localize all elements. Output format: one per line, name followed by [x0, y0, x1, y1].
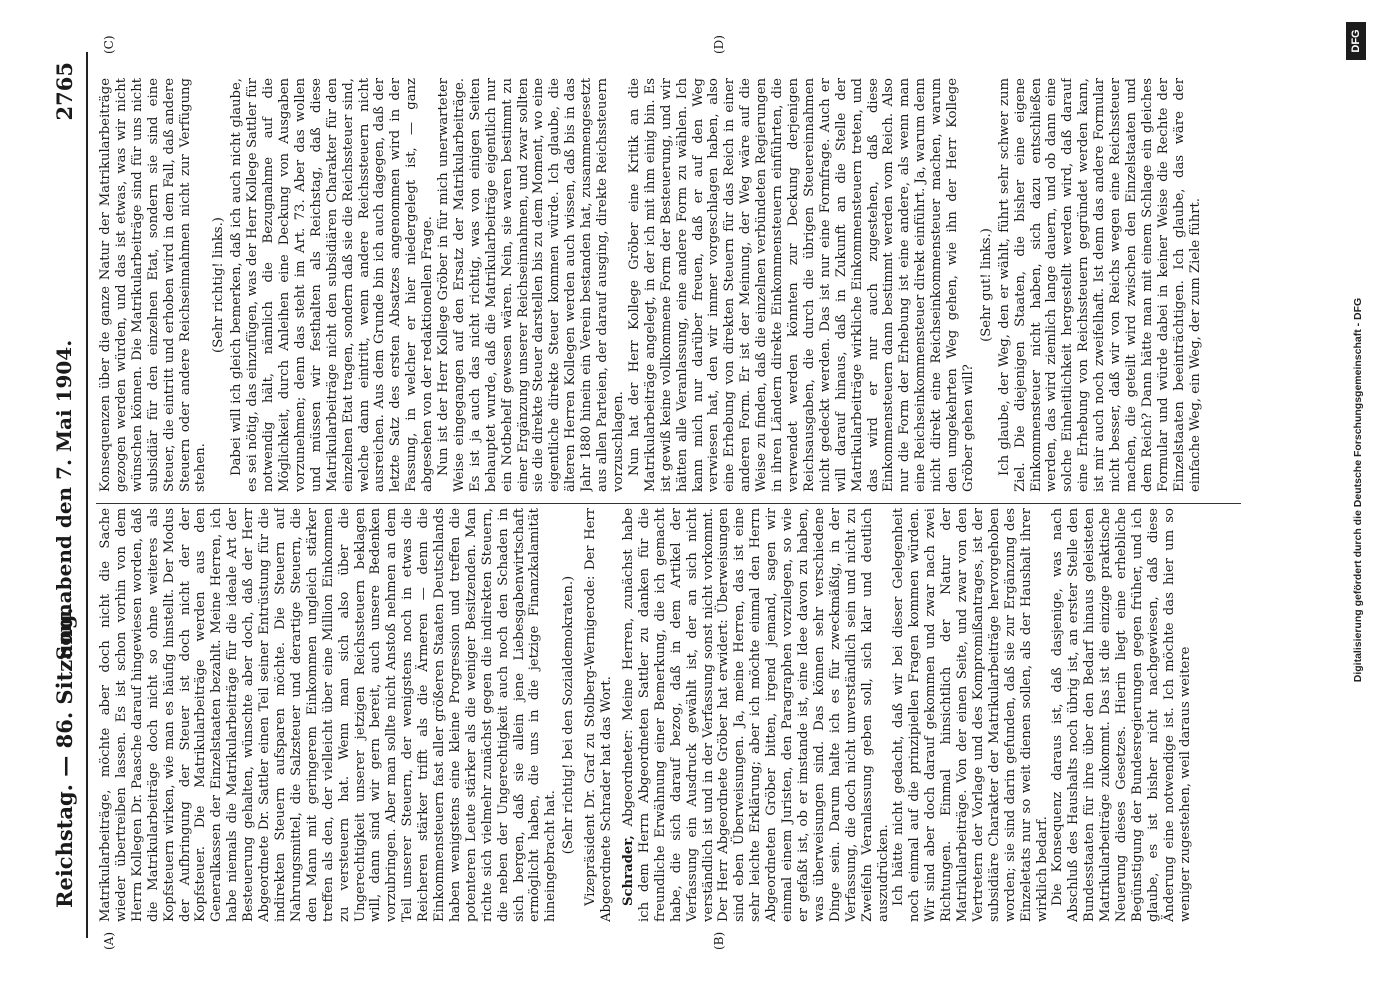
paragraph: Konsequenzen über die ganze Natur der Matrikularbeiträge gezogen werden würden, und das ist etwas, was wir nicht wünschen können. Die Matrikularbeiträge sind für uns nicht subsidiär für den einzelnen Etat, sondern sie sind eine Steuer, die eintritt und erhoben wird in dem Fall, daß andere Steuern oder andere Reichseinnahmen nicht zur Verfügung stehen.	[98, 78, 209, 492]
paragraph: Nun hat der Herr Kollege Gröber eine Kritik an die Matrikularbeiträge angelegt, in der ich mit ihm einig bin. Es ist gewiß keine vollkommene Form der Besteuerung, und wir hätten alle Veranlassung, eine andere Form zu wählen. Ich kann mich nur darüber freuen, daß er auf den Weg verwiesen hat, den wir immer vorgeschlagen haben, also eine Erhebung von direkten Steuern für das Reich in einer anderen Form. Er ist der Meinung, der Weg wäre auf die Weise zu finden, daß die einzelnen verbündeten Regierungen in ihren Ländern direkte Einkommensteuern einführten, die verwendet werden könnten zur Deckung derjenigen Reichsausgaben, die durch die übrigen Steuereinnahmen nicht gedeckt werden. Das ist nur eine Formfrage. Auch er will darauf hinaus, daß in Zukunft an die Stelle der Matrikularbeiträge wirkliche Einkommensteuern treten, und das wird er nur auch zugestehen, daß diese Einkommensteuern dann bestimmt werden vom Reich. Also nur die Form der Erhebung ist eine andere, als wenn man eine Reichseinkommensteuer direkt einführt. Ja, warum denn nicht direkt eine Reichseinkommensteuer machen, warum den umgekehrten Weg gehen, wie ihn der Herr Kollege Gröber gehen will?	[626, 78, 976, 492]
margin-mark-d: (D)	[712, 35, 726, 54]
margin-mark-c: (C)	[102, 35, 116, 54]
speech-text: Abgeordneter: Meine Herren, zunächst habe ich dem Herrn Abgeordneten Sattler zu danken für die freundliche Erwähnung einer Bemerkung, die ich gemacht habe, die sich darauf bezog, daß in dem Artikel der Verfassung ein Ausdruck gewählt ist, der an sich nicht verständlich ist und in der Verfassung sonst nicht vorkommt. Der Herr Abgeordnete Gröber hat erwidert: Überweisungen sind eben Überweisungen. Ja, meine Herren, das ist eine sehr leichte Erklärung; aber ich möchte einmal den Herrn Abgeordneten Gröber bitten, irgend jemand, sagen wir einmal einem Juristen, den Paragraphen vorzulegen, so wie er gefaßt ist, ob er imstande ist, eine Idee davon zu haben, was überweisungen sind. Das können sehr verschiedene Dinge sein. Darum halte ich es für zweckmäßig, in der Verfassung, die doch nicht unverständlich sein und nicht zu Zweifeln Veranlassung geben soll, sich klar und deutlich auszudrücken.	[621, 508, 891, 922]
page-number: 2765	[52, 62, 77, 121]
paragraph: Die Konsequenz daraus ist, daß dasjenige, was nach Abschluß des Haushalts noch übrig ist, an erster Stelle den Bundesstaaten für ihre über den Bedarf hinaus geleisteten Matrikularbeiträge zukommt. Das ist die einzige praktische Neuerung dieses Gesetzes. Hierin liegt eine erhebliche Begünstigung der Bundesregierungen gegen früher, und ich glaube, es ist bisher nicht nachgewiesen, daß diese Änderung eine notwendige ist. Ich möchte das hier um so weniger zugestehen, weil daraus weitere	[1050, 508, 1193, 922]
margin-mark-b: (B)	[712, 931, 726, 950]
running-head-left: Reichstag. — 86. Sitzung.	[52, 607, 77, 908]
paragraph: Ich glaube, der Weg, den er wählt, führt sehr schwer zum Ziel. Die diejenigen Staaten, die bisher eine eigene Einkommensteuer nicht haben, sich dazu entschließen werden, das wird ziemlich lange dauern, und ob dann eine solche Einheitlichkeit hergestellt werden wird, daß darauf eine Erhebung von Reichssteuern gegründet werden kann, ist mir auch noch zweifelhaft. Ist denn das andere Formular nicht besser, daß wir von Reichs wegen eine Reichssteuer machen, die geteilt wird zwischen den Einzelstaaten und dem Reich? Dann hätte man mit einem Schlage ein gleiches Formular und würde dabei in keiner Weise die Rechte der Einzelstaaten beeinträchtigen. Ich glaube, das wäre der einfache Weg, ein Weg, der zum Ziele führt.	[996, 78, 1203, 492]
left-column	[98, 508, 1248, 922]
paragraph: Nun ist der Herr Kollege Gröber in für mich unerwarteter Weise eingegangen auf den Ersatz der Matrikularbeiträge. Es ist ja auch das nicht richtig, was von einigen Seiten behauptet wurde, daß die Matrikularbeiträge eigentlich nur ein Notbehelf gewesen wären. Nein, sie waren bestimmt zu einer Ergänzung unserer Reichseinnahmen, und zwar sollten sie die direkte Steuer darstellen bis zu dem Moment, wo eine eigentliche direkte Steuer kommen würde. Ich glaube, die älteren Herren Kollegen werden auch wissen, daß bis in das Jahr 1880 hinein ein Verein bestanden hat, zusammengesetzt aus allen Parteien, der darauf ausging, direkte Reichssteuern vorzuschlagen.	[436, 78, 626, 492]
digitization-note: Digitalisierung gefördert durch die Deutsche Forschungsgemeinschaft - DFG	[1352, 297, 1364, 683]
header-rule	[86, 52, 88, 938]
column-divider	[96, 503, 1241, 504]
speaker-name: Schrader,	[621, 835, 636, 906]
right-column	[98, 78, 1248, 492]
margin-mark-a: (A)	[102, 931, 116, 950]
paragraph: Ich hätte nicht gedacht, daß wir bei dieser Gelegenheit noch einmal auf die prinzipiellen Fragen kommen würden. Wir sind aber doch darauf gekommen und zwar nach zwei Richtungen. Einmal hinsichtlich der Natur der Matrikularbeiträge. Von der einen Seite, und zwar von den Vertretern der Vorlage und des Kompromißantrages, ist der subsidiäre Charakter der Matrikularbeiträge hervorgehoben worden; sie sind darin gefunden, daß sie zur Ergänzung des Einzeletats nur so weit dienen sollen, als der Haushalt ihrer wirklich bedarf.	[891, 508, 1050, 922]
paragraph: Matrikularbeiträge, möchte aber doch nicht die Sache wieder übertreiben lassen. Es ist schon vorhin von dem Herrn Kollegen Dr. Paasche darauf hingewiesen worden, daß die Matrikularbeiträge doch nicht so ohne weiteres als Kopfsteuern wirken, wie man es häufig hinstellt. Der Modus der Aufbringung der Steuer ist doch nicht der der Kopfsteuer. Die Matrikularbeiträge werden aus den Generalkassen der Einzelstaaten bezahlt. Meine Herren, ich habe niemals die Matrikularbeiträge für die ideale Art der Besteuerung gehalten, wünschte aber doch, daß der Herr Abgeordnete Dr. Sattler einen Teil seiner Entrüstung für die indirekten Steuern aufsparen möchte. Die Steuern auf Nahrungsmittel, die Salzsteuer und derartige Steuern, die den Mann mit geringerem Einkommen ungleich stärker treffen als den, der vielleicht über eine Million Einkommen zu versteuern hat. Wenn man sich also über die Ungerechtigkeit unserer jetzigen Reichssteuern beklagen will, dann sind wir gern bereit, auch unsere Bedenken vorzubringen. Aber man sollte nicht Anstoß nehmen an dem Teil unserer Steuern, der wenigstens noch in etwas die Reicheren stärker trifft als die Ärmeren — denn die Einkommensteuern fast aller größeren Staaten Deutschlands haben wenigstens eine kleine Progression und treffen die potenteren Leute stärker als die weniger Besitzenden. Man richte sich vielmehr zunächst gegen die indirekten Steuern, die neben der Ungerechtigkeit auch noch den Schaden in sich bergen, daß sie allein jene Liebesgabenwirtschaft ermöglicht haben, die uns in die jetzige Finanzkalamität hineingebracht hat.	[98, 508, 559, 922]
applause-note: (Sehr richtig! links.)	[211, 217, 227, 353]
running-head-date: Sonnabend den 7. Mai 1904.	[52, 339, 76, 661]
vice-president-line: Vizepräsident Dr. Graf zu Stolberg-Wernigerode: Der Herr Abgeordnete Schrader hat das Wort.	[583, 508, 615, 922]
dfg-logo: DFG	[1346, 22, 1366, 60]
speech-paragraph	[621, 508, 891, 922]
applause-note: (Sehr richtig! bei den Sozialdemokraten.)	[561, 575, 577, 855]
applause-note: (Sehr gut! links.)	[978, 228, 994, 342]
paragraph: Dabei will ich gleich bemerken, daß ich auch nicht glaube, es sei nötig, das einzufügen, was der Herr Kollege Sattler für notwendig hält, nämlich die Bezugnahme auf die Möglichkeit, durch Anleihen eine Deckung von Ausgaben vorzunehmen; denn das steht im Art. 73. Aber das wollen und müssen wir festhalten als Reichstag, daß diese Matrikularbeiträge nicht den subsidiären Charakter für den einzelnen Etat tragen, sondern daß sie die Reichssteuer sind, welche dann eintritt, wenn andere Reichssteuern nicht ausreichen. Aus dem Grunde bin ich auch dagegen, daß der letzte Satz des ersten Absatzes angenommen wird in der Fassung, in welcher er hier niedergelegt ist, — ganz abgesehen von der redaktionellen Frage.	[229, 78, 436, 492]
